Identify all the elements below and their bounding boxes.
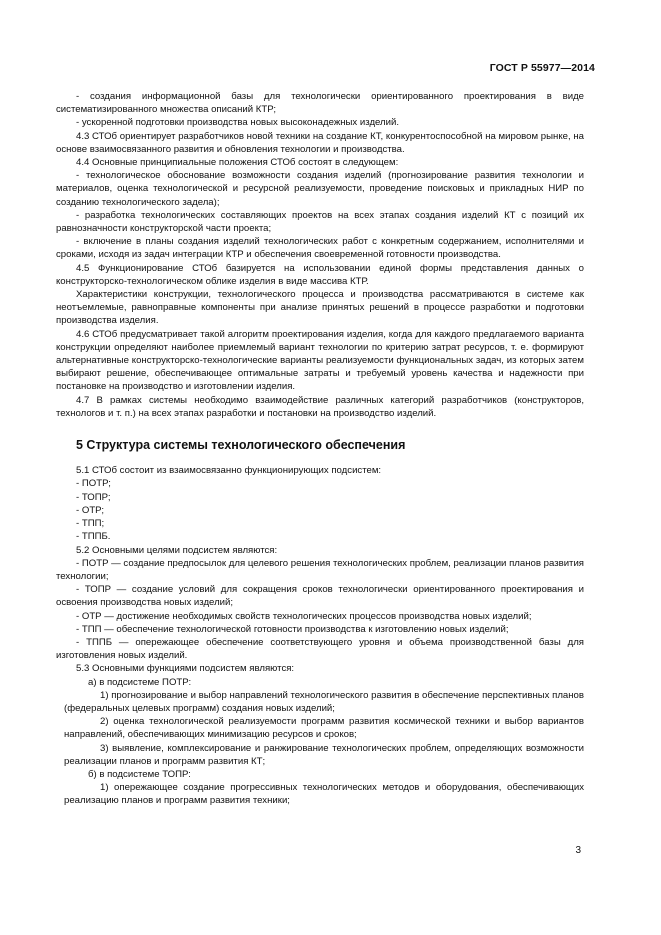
subclause-b: б) в подсистеме ТОПР: [88, 768, 191, 780]
list-item: - включение в планы создания изделий технологических работ с конкретным содержанием, исполнителями и сроками, исходя из задач интеграции КТР и обеспечения своевременной готовности производства. [56, 236, 584, 261]
list-item: - ОТР — достижение необходимых свойств технологических процессов производства новых изделий; [76, 610, 532, 622]
list-item: 1) опережающее создание прогрессивных технологических методов и оборудования, обеспечивающих реализацию планов и программ развития техники; [64, 782, 584, 807]
list-item: - ТОПР; [76, 491, 111, 503]
list-item: 1) прогнозирование и выбор направлений технологического развития в обеспечение перспективных планов (федеральных целевых программ) создания новых изделий; [64, 689, 584, 714]
list-item: - ТПП — обеспечение технологической готовности производства к изготовлению новых изделий; [76, 623, 509, 635]
list-item: 3) выявление, комплексирование и ранжирование технологических проблем, определяющих возможности реализации планов и программ развития КТ; [64, 742, 584, 767]
list-item: - ПОТР — создание предпосылок для целевого решения технологических проблем, реализации планов развития технологии; [56, 557, 584, 582]
list-item: - ОТР; [76, 504, 105, 516]
list-item: - создания информационной базы для технологически ориентированного проектирования в виде систематизированного множества описаний КТР; [56, 91, 584, 116]
clause-4-3: 4.3 СТОб ориентирует разработчиков новой техники на создание КТ, конкурентоспособной на мировом рынке, на основе взаимосвязанного развития и обновления технологии и производства. [56, 130, 584, 155]
clause-5-2: 5.2 Основными целями подсистем являются: [76, 544, 278, 556]
section-title: 5 Структура системы технологического обеспечения [76, 438, 406, 453]
list-item: - технологическое обоснование возможности создания изделий (прогнозирование развития технологии и материалов, оценка технологической и ресурсной реализуемости, проведение поисковых и прикладных НИР по созданию технологического задела); [56, 170, 584, 208]
list-item: - ТОПР — создание условий для сокращения сроков технологически ориентированного проектирования и освоения производства новых изделий; [56, 584, 584, 609]
clause-4-4: 4.4 Основные принципиальные положения СТОб состоят в следующем: [76, 157, 399, 169]
list-item: 2) оценка технологической реализуемости программ развития космической техники и выбор вариантов направлений, обеспечивающих минимизацию ресурсов и сроков; [64, 716, 584, 741]
list-item: - ТППБ — опережающее обеспечение соответствующего уровня и объема производственной базы для изготовления новых изделий. [56, 636, 584, 662]
clause-5-3: 5.3 Основными функциями подсистем являются: [76, 663, 295, 675]
clause-4-5: 4.5 Функционирование СТОб базируется на использовании единой формы представления данных о конструкторско-технологическом облике изделия в виде массива КТР. [56, 262, 584, 287]
clause-4-7: 4.7 В рамках системы необходимо взаимодействие различных категорий разработчиков (конструкторов, технологов и т. п.) на всех этапах разработки и постановки на производство изделий. [56, 394, 584, 419]
clause-5-1: 5.1 СТОб состоит из взаимосвязанно функционирующих подсистем: [76, 465, 382, 477]
list-item: - разработка технологических составляющих проектов на всех этапах создания изделий КТ с позиций их равнозначности конструкторской части проекта; [56, 209, 584, 235]
list-item: - ТПП; [76, 518, 105, 530]
list-item: - ТППБ. [76, 531, 111, 543]
subclause-a: а) в подсистеме ПОТР: [88, 676, 192, 688]
page-number: 3 [575, 845, 581, 856]
standard-designation: ГОСТ Р 55977—2014 [489, 62, 595, 74]
paragraph: Характеристики конструкции, технологического процесса и производства рассматриваются в системе как неотъемлемые, равноправные компоненты при анализе принятых решений в процессе разработки и подготовки производства изделия. [56, 289, 584, 327]
list-item: - ПОТР; [76, 478, 111, 490]
list-item: - ускоренной подготовки производства новых высоконадежных изделий. [76, 117, 400, 129]
document-body [56, 90, 584, 808]
clause-4-6: 4.6 СТОб предусматривает такой алгоритм проектирования изделия, когда для каждого предлагаемого варианта конструкции определяют наиболее приемлемый вариант технологии по критерию затрат ресурсов, т. е. формируют альтернативные конструкторско-технологические варианты реализуемости функциональных задач, из которых затем выбирают решение, обеспечивающее оптимальные затраты и требуемый уровень качества и надежности при постановке на производство и изготовлении изделия. [56, 328, 584, 393]
